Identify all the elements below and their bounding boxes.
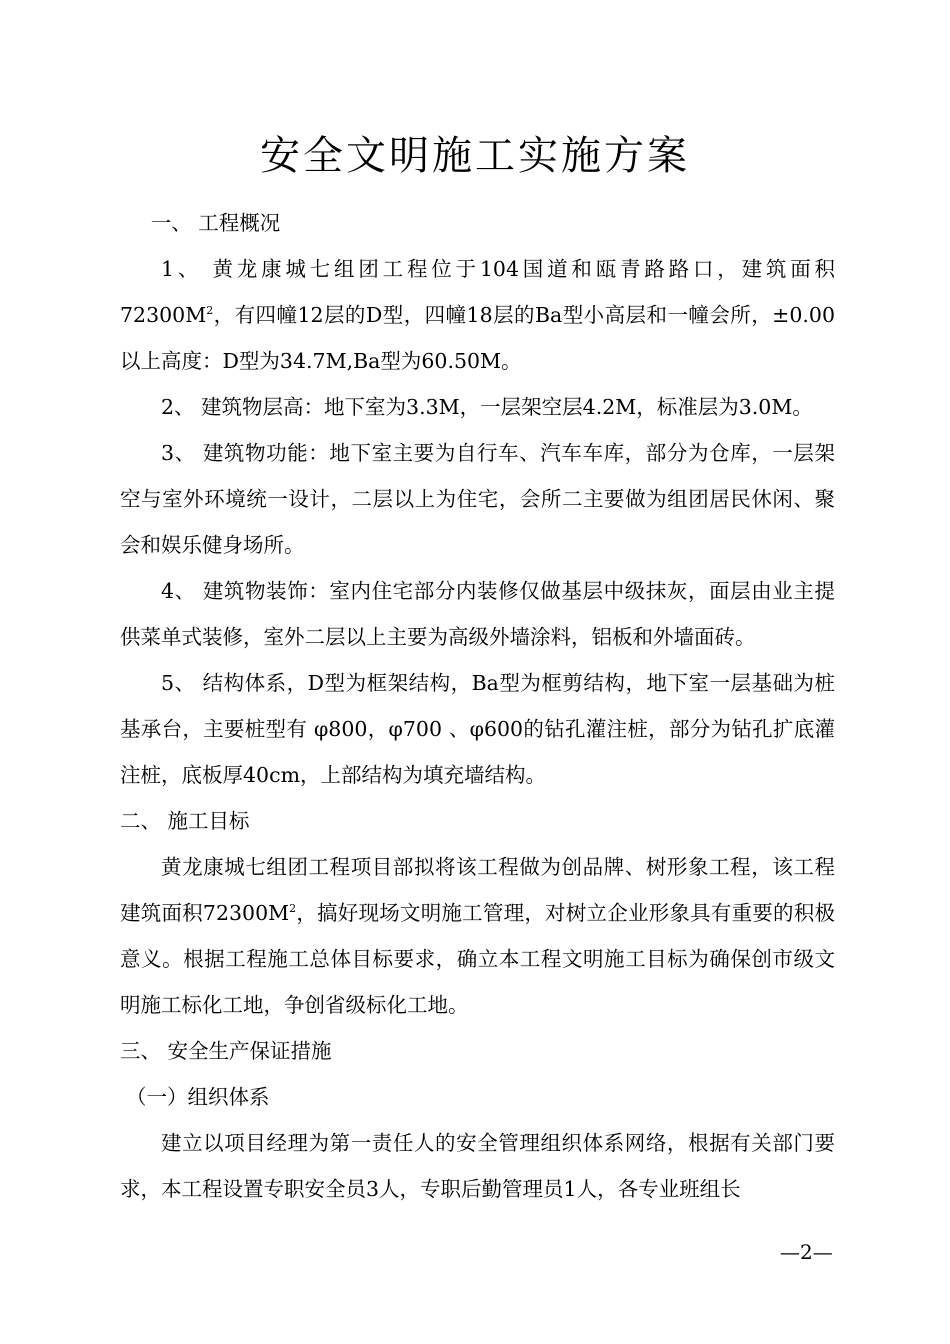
superscript-2: 2	[206, 304, 214, 318]
paragraph-item-5: 5、 结构体系，D型为框架结构，Ba型为框剪结构，地下室一层基础为桩基承台，主要桩型有 φ800，φ700 、φ600的钻孔灌注桩，部分为钻孔扩底灌注桩，底板厚40cm，上部结构为填充墙结构。	[120, 671, 835, 787]
section-heading-overview: 一、 工程概况	[150, 211, 281, 235]
paragraph-goals-text-a: 黄龙康城七组团工程项目部拟将该工程做为创品牌、树形象工程，该工程建筑面积72300M	[120, 855, 835, 925]
paragraph-item-3: 3、 建筑物功能：地下室主要为自行车、汽车车库，部分为仓库，一层架空与室外环境统一设计，二层以上为住宅，会所二主要做为组团居民休闲、聚会和娱乐健身场所。	[120, 441, 835, 557]
paragraph-item-2: 2、 建筑物层高：地下室为3.3M，一层架空层4.2M，标准层为3.0M。	[161, 395, 813, 419]
paragraph-item-4: 4、 建筑物装饰：室内住宅部分内装修仅做基层中级抹灰，面层由业主提供菜单式装修，室外二层以上主要为高级外墙涂料，铝板和外墙面砖。	[120, 579, 835, 649]
superscript-2: 2	[289, 902, 297, 916]
paragraph-goals-text-b: ，搞好现场文明施工管理，对树立企业形象具有重要的积极意义。根据工程施工总体目标要求，确立本工程文明施工目标为确保创市级文明施工标化工地，争创省级标化工地。	[120, 901, 835, 1017]
paragraph-item-1	[120, 246, 835, 384]
paragraph-goals	[120, 844, 835, 1028]
subsection-heading-organization: （一）组织体系	[126, 1085, 270, 1109]
paragraph-item-1-text-b: ，有四幢12层的D型，四幢18层的Ba型小高层和一幢会所，±0.00以上高度：D型为34.7M,Ba型为60.50M。	[120, 303, 835, 373]
paragraph-organization: 建立以项目经理为第一责任人的安全管理组织体系网络，根据有关部门要求，本工程设置专职安全员3人，专职后勤管理员1人，各专业班组长	[120, 1131, 835, 1201]
section-heading-safety: 三、 安全生产保证措施	[120, 1039, 332, 1063]
section-heading-goals: 二、 施工目标	[120, 809, 250, 833]
page-number: —2—	[780, 1240, 833, 1264]
paragraph-item-1-text-a: 1、 黄龙康城七组团工程位于104国道和瓯青路路口，建筑面积72300M	[120, 257, 835, 327]
document-title: 安全文明施工实施方案	[260, 133, 690, 179]
